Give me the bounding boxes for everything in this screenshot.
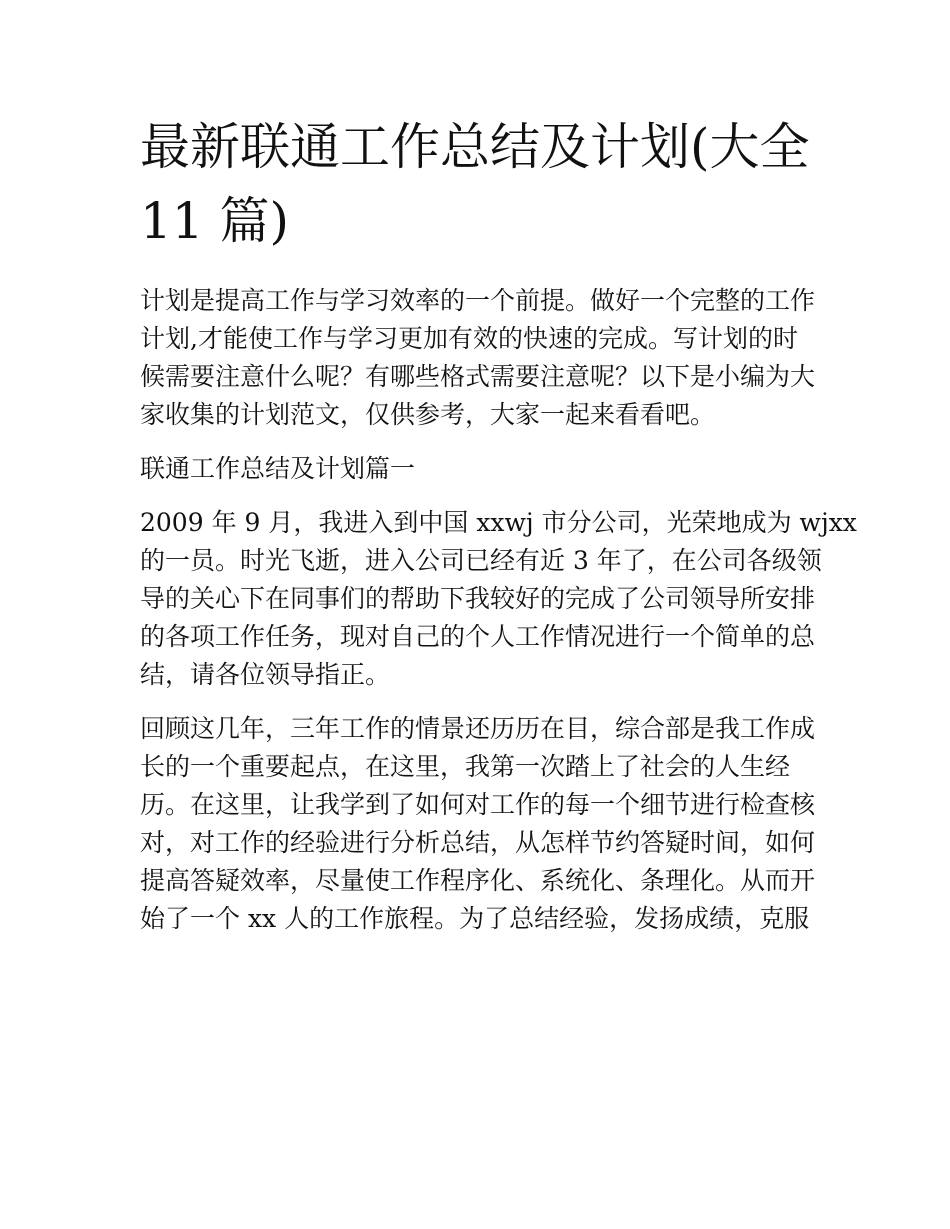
text-line: 导的关心下在同事们的帮助下我较好的完成了公司领导所安排 [140,584,816,613]
text-line: 计划是提高工作与学习效率的一个前提。做好一个完整的工作 [140,286,816,315]
text-line: 历。在这里，让我学到了如何对工作的每一个细节进行检查核 [140,790,816,819]
text-line: 候需要注意什么呢？有哪些格式需要注意呢？以下是小编为大 [140,362,816,391]
text-line: 计划,才能使工作与学习更加有效的快速的完成。写计划的时 [140,324,798,353]
paragraph-body-1 [140,504,857,694]
section-heading [140,450,820,488]
text-line: 的各项工作任务，现对自己的个人工作情况进行一个简单的总 [140,622,816,651]
document-body [140,282,857,938]
text-line: 家收集的计划范文，仅供参考，大家一起来看看吧。 [140,400,716,429]
text-line: 结，请各位领导指正。 [140,660,391,689]
text-line: 始了一个 xx 人的工作旅程。为了总结经验，发扬成绩，克服 [140,904,810,933]
text-line: 回顾这几年，三年工作的情景还历历在目，综合部是我工作成 [140,714,816,743]
paragraph-body-2 [140,710,820,938]
text-line: 2009 年 9 月，我进入到中国 xxwj 市分公司，光荣地成为 wjxx [140,508,857,537]
text-line: 提高答疑效率，尽量使工作程序化、系统化、条理化。从而开 [140,866,816,895]
document-title [140,110,820,258]
text-line: 长的一个重要起点，在这里，我第一次踏上了社会的人生经 [140,752,791,781]
text-line: 对，对工作的经验进行分析总结，从怎样节约答疑时间，如何 [140,828,816,857]
paragraph-intro [140,282,820,434]
title-line-1: 最新联通工作总结及计划(大全 [140,118,810,176]
text-line: 的一员。时光飞逝，进入公司已经有近 3 年了，在公司各级领 [140,546,822,575]
title-line-2: 11 篇) [140,192,290,250]
text-line: 联通工作总结及计划篇一 [140,454,416,483]
